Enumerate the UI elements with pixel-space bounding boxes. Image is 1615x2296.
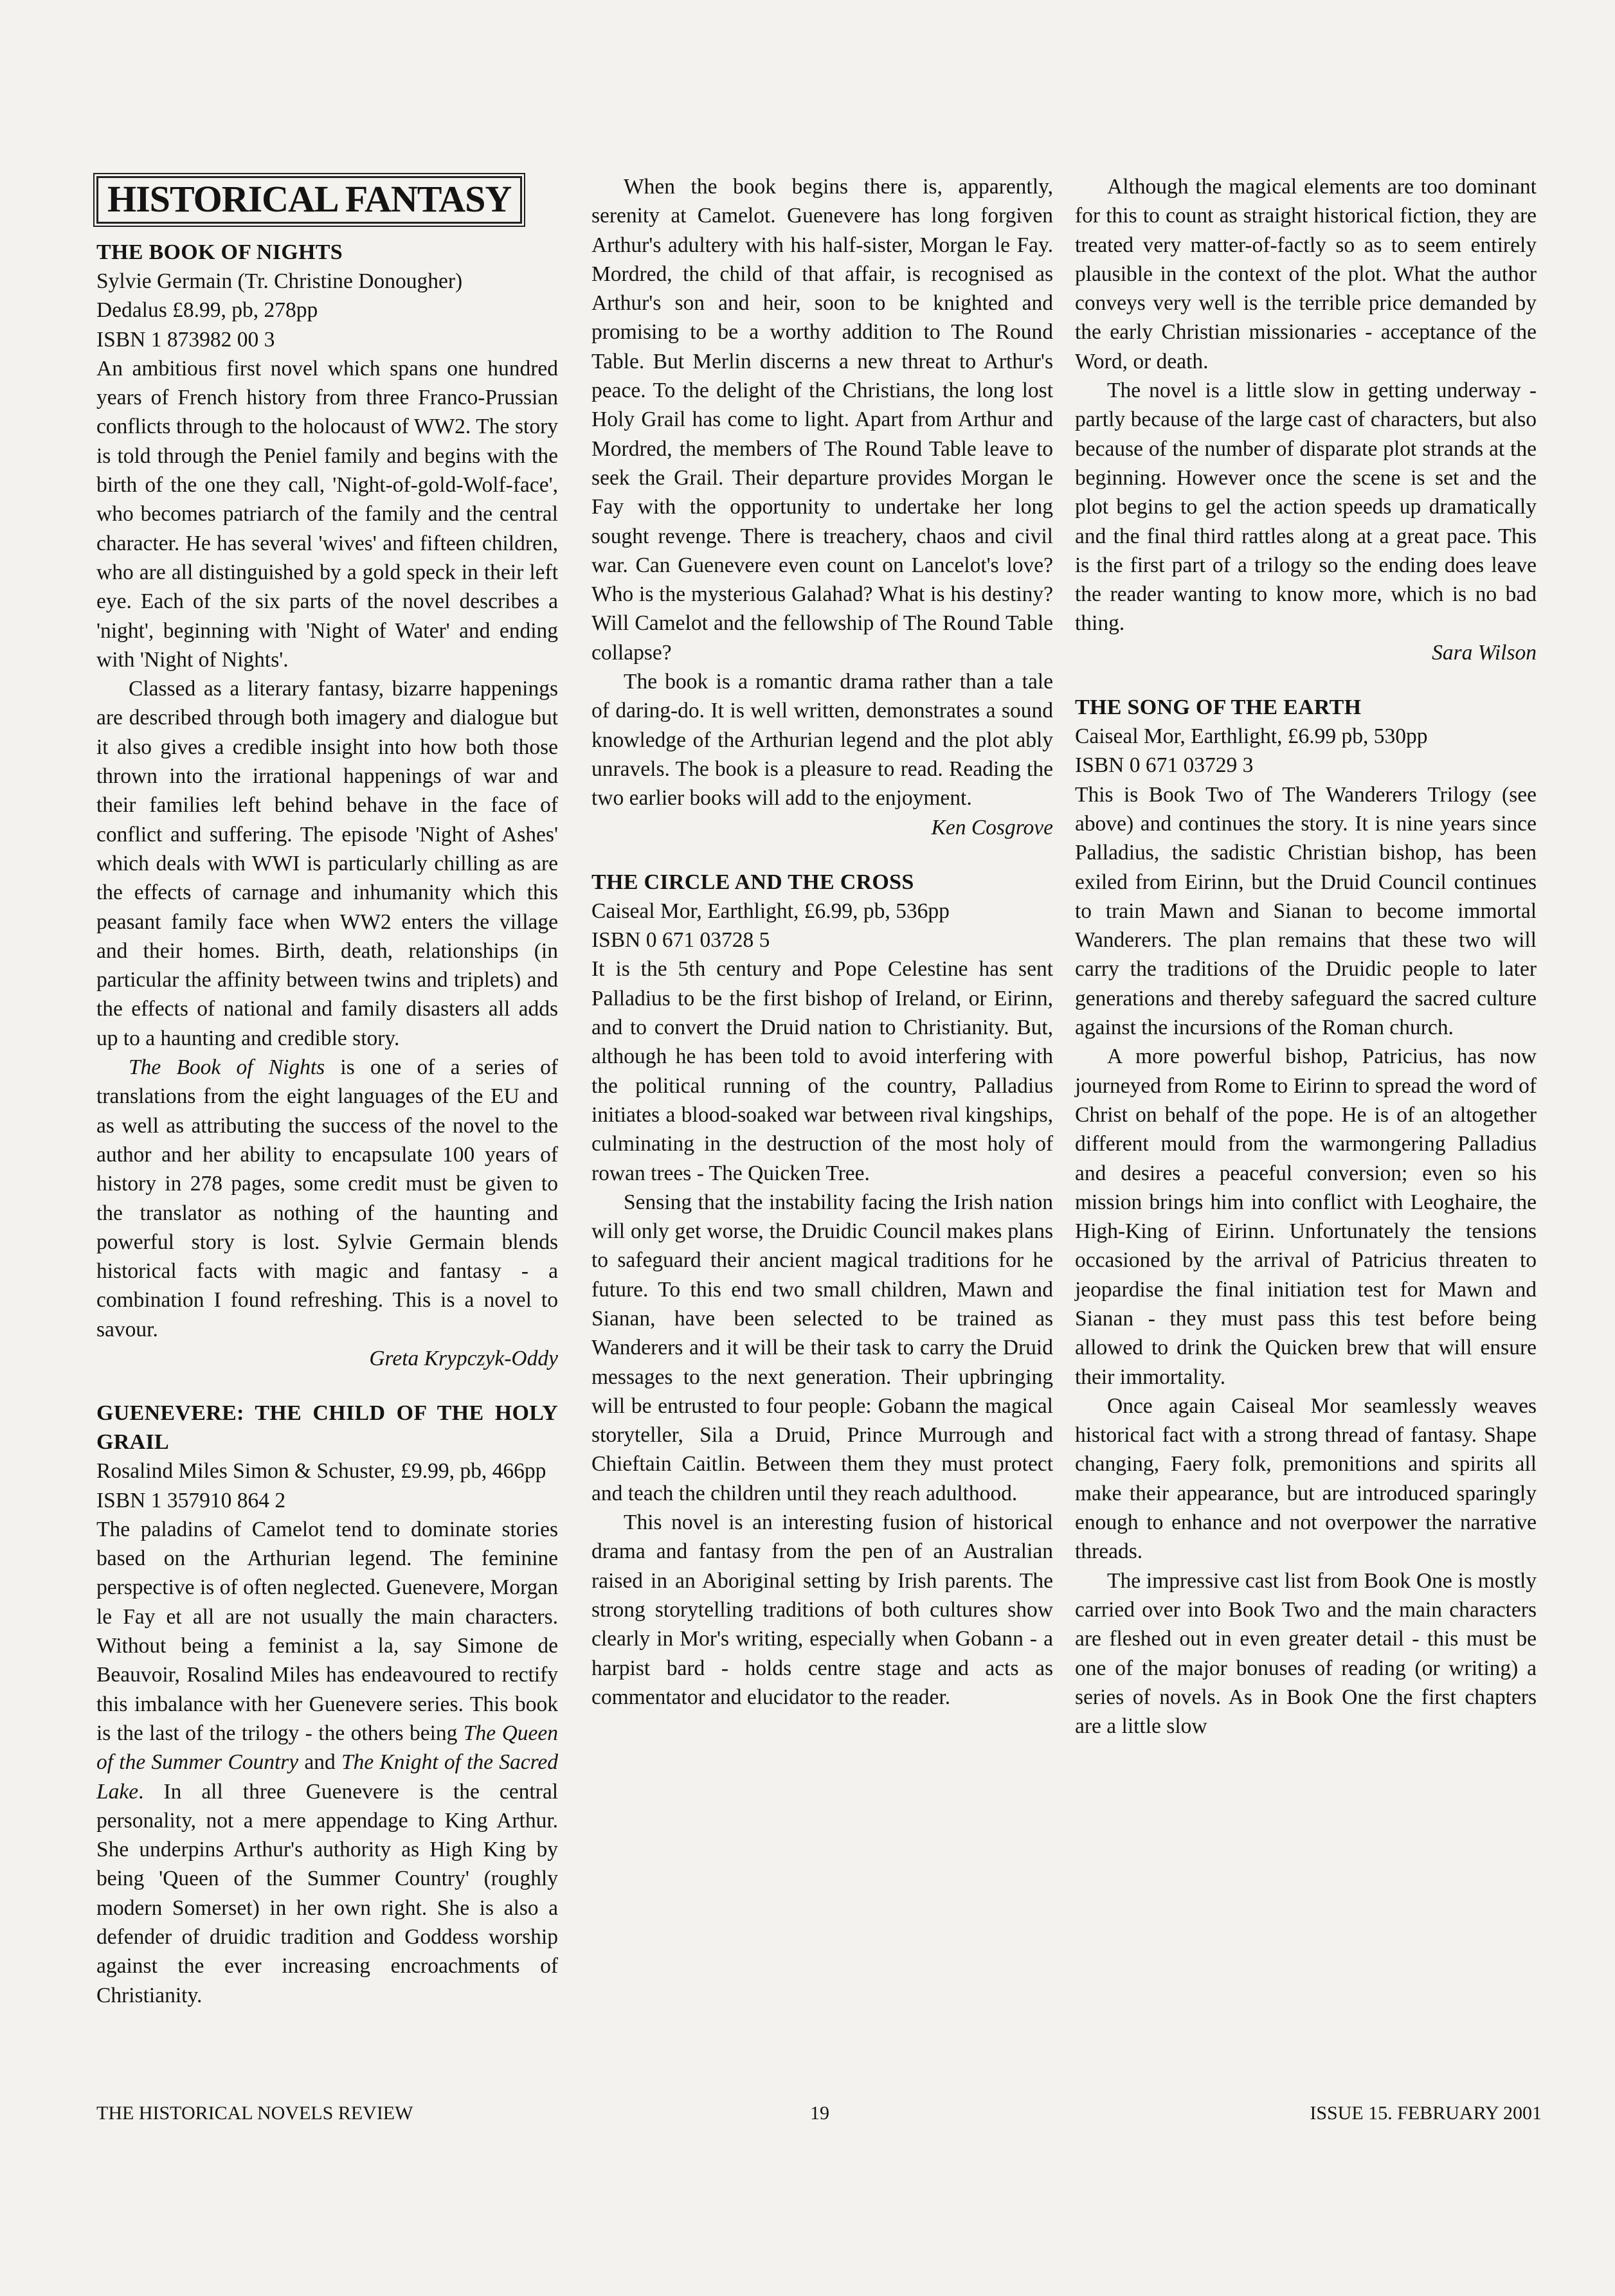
review-title: THE SONG OF THE EARTH [1075, 695, 1362, 720]
review-meta: Rosalind Miles Simon & Schuster, £9.99, pb, 466pp ISBN 1 357910 864 2 [96, 1459, 546, 1512]
review-paragraph-text: The paladins of Camelot tend to dominate stories based on the Arthurian legend. The feminine perspective is of often neglected. Guenevere, Morgan le Fay et all are not usually the main characters. Without being a feminist a la, say Simone de Beauvoir, Rosalind Miles has endeavoured to rectify this imbalance with her Guenevere series. This book is the last of the trilogy - the others being [96, 1517, 558, 1745]
review-paragraph-text: and [298, 1750, 341, 1775]
review-book-of-nights [96, 238, 558, 1373]
reviewer-name: Sara Wilson [1432, 640, 1537, 665]
footer-page-number: 19 [810, 2103, 829, 2124]
review-song-of-earth [1075, 693, 1537, 1741]
review-meta: Caiseal Mor, Earthlight, £6.99 pb, 530pp [1075, 724, 1428, 749]
review-paragraph-text: is one of a series of translations from the eight languages of the EU and as well as attributing the success of the novel to the author and her ability to encapsulate 100 years of history in 278 pages, some credit must be given to the translator as nothing of the haunting and powerful story is lost. Sylvie Germain blends historical facts with magic and fantasy - a combination I found refreshing. This is a novel to savour. [96, 1055, 558, 1341]
review-paragraph: The impressive cast list from Book One is mostly carried over into Book Two and the main characters are fleshed out in even greater detail - this must be one of the major bonuses of reading (or writing) a series of novels. As in Book One the first chapters are a little slow [1075, 1568, 1537, 1739]
review-paragraph: Although the magical elements are too dominant for this to count as straight historical fiction, they are treated very matter-of-factly so as to seem entirely plausible in the context of the plot. What the author conveys very well is the terrible price demanded by the early Christian missionaries - acceptance of the Word, or death. [1075, 175, 1537, 373]
column-2 [591, 172, 1053, 1737]
review-paragraph: An ambitious first novel which spans one hundred years of French history from three Franco-Prussian conflicts through to the holocaust of WW2. The story is told through the Peniel family and begins with the birth of the one they call, 'Night-of-gold-Wolf-face', who becomes patriarch of the family and the central character. He has several 'wives' and fifteen children, who are all distinguished by a gold speck in their left eye. Each of the six parts of the novel describes a 'night', beginning with 'Night of Water' and ending with 'Night of Nights'. [96, 356, 558, 672]
review-paragraph [96, 1053, 558, 1344]
book-title-italic: The Queen of the Summer Country [96, 1721, 558, 1775]
review-meta: ISBN 0 671 03729 3 [1075, 753, 1254, 778]
review-paragraph-text: . In all three Guenevere is the central personality, not a mere appendage to King Arthur. She underpins Arthur's authority as High King by being 'Queen of the Summer Country' (roughly modern Somerset) in her own right. She is also a defender of druidic tradition and Goddess worship against the ever increasing encroachments of Christianity. [96, 1779, 558, 2007]
review-paragraph [96, 1515, 558, 2010]
footer-journal-title: THE HISTORICAL NOVELS REVIEW [96, 2103, 413, 2124]
review-meta: ISBN 0 671 03728 5 [591, 928, 770, 953]
review-paragraph: A more powerful bishop, Patricius, has now journeyed from Rome to Eirinn to spread the word of Christ on behalf of the pope. He is of an altogether different mould from the warmongering Palladius and desires a peaceful conversion; even so his mission brings him into conflict with Leoghaire, the High-King of Eirinn. Unfortunately the tensions occasioned by the arrival of Patricius threaten to jeopardise the final initiation test for Mawn and Sianan - they must pass this test before being allowed to drink the Quicken brew that will ensure their immortality. [1075, 1045, 1537, 1389]
page-footer [96, 2102, 1542, 2128]
review-meta: Caiseal Mor, Earthlight, £6.99, pb, 536pp [591, 899, 950, 923]
book-title-italic: The Knight of the Sacred Lake [96, 1750, 558, 1804]
review-paragraph: Classed as a literary fantasy, bizarre happenings are described through both imagery and dialogue but it also gives a credible insight into how both those thrown into the irrational happenings of war and their families left behind behave in the face of conflict and suffering. The episode 'Night of Ashes' which deals with WWI is particularly chilling as are the effects of carnage and inhumanity which this peasant family face when WW2 enters the village and their homes. Birth, death, relationships (in particular the affinity between twins and triplets) and the effects of national and family disasters all adds up to a haunting and credible story. [96, 677, 558, 1050]
reviewer-name: Ken Cosgrove [931, 815, 1053, 839]
review-meta: ISBN 1 873982 00 3 [96, 327, 275, 352]
review-title: THE CIRCLE AND THE CROSS [591, 870, 914, 894]
column-3 [1075, 172, 1537, 1766]
section-title: HISTORICAL FANTASY [96, 176, 522, 224]
review-paragraph: The book is a romantic drama rather than a tale of daring-do. It is well written, demonstrates a sound knowledge of the Arthurian legend and the plot ably unravels. The book is a pleasure to read. Reading the two earlier books will add to the enjoyment. [591, 670, 1053, 811]
review-paragraph: This novel is an interesting fusion of historical drama and fantasy from the pen of an Australian raised in an Aboriginal setting by Irish parents. The strong storytelling traditions of both cultures show clearly in Mor's writing, especially when Gobann - a harpist bard - holds centre stage and acts as commentator and elucidator to the reader. [591, 1511, 1053, 1709]
review-paragraph: When the book begins there is, apparently, serenity at Camelot. Guenevere has long forgiven Arthur's adultery with his half-sister, Morgan le Fay. Mordred, the child of that affair, is recognised as Arthur's son and heir, soon to be knighted and promising to be a worthy addition to The Round Table. But Merlin discerns a new threat to Arthur's peace. To the delight of the Christians, the long lost Holy Grail has come to light. Apart from Arthur and Mordred, the members of The Round Table leave to seek the Grail. Their departure provides Morgan le Fay with the opportunity to undertake her long sought revenge. There is treachery, chaos and civil war. Can Guenevere even count on Lancelot's love? Who is the mysterious Galahad? What is his destiny? Will Camelot and the fellowship of The Round Table collapse? [591, 175, 1053, 665]
review-paragraph: This is Book Two of The Wanderers Trilogy (see above) and continues the story. It is nine years since Palladius, the sadistic Christian bishop, has been exiled from Eirinn, but the Druid Council continues to train Mawn and Sianan to become immortal Wanderers. The plan remains that these two will carry the traditions of the Druidic people to later generations and thereby safeguard the sacred culture against the incursions of the Roman church. [1075, 782, 1537, 1040]
review-circle-and-cross-cont [1075, 172, 1537, 667]
review-paragraph: The novel is a little slow in getting underway - partly because of the large cast of characters, but also because of the number of disparate plot strands at the beginning. However once the scene is set and the plot begins to gel the action speeds up dramatically and the final third rattles along at a great pace. This is the first part of a trilogy so the ending does leave the reader wanting to know more, which is no bad thing. [1075, 379, 1537, 636]
review-meta: Sylvie Germain (Tr. Christine Donougher) [96, 269, 463, 293]
review-paragraph: Sensing that the instability facing the Irish nation will only get worse, the Druidic Council makes plans to safeguard their ancient magical traditions for he future. To this end two small children, Mawn and Sianan, have been selected to be trained as Wanderers and it will be their task to carry the Druid messages to the next generation. Their upbringing will be entrusted to four people: Gobann the magical storyteller, Sila a Druid, Prince Murrough and Chieftain Caitlin. Between them they must protect and teach the children until they reach adulthood. [591, 1190, 1053, 1505]
review-paragraph: It is the 5th century and Pope Celestine has sent Palladius to be the first bishop of Ireland, or Eirinn, and to convert the Druid nation to Christianity. But, although he has been told to avoid interfering with the political running of the country, Palladius initiates a blood-soaked war between rival kingships, culminating in the destruction of the most holy of rowan trees - The Quicken Tree. [591, 957, 1053, 1185]
review-meta: Dedalus £8.99, pb, 278pp [96, 298, 318, 323]
column-1 [96, 172, 558, 2036]
book-title-italic: The Book of Nights [129, 1055, 325, 1080]
review-title: GUENEVERE: THE CHILD OF THE HOLY GRAIL [96, 1401, 558, 1455]
review-circle-and-cross [591, 868, 1053, 1712]
footer-issue: ISSUE 15. FEBRUARY 2001 [1310, 2103, 1542, 2124]
review-title: THE BOOK OF NIGHTS [96, 240, 343, 264]
review-guenevere-cont [591, 172, 1053, 842]
review-paragraph: Once again Caiseal Mor seamlessly weaves historical fact with a strong thread of fantasy. Shape changing, Faery folk, premonitions and spirits all make their appearance, but are introduced sparingly enough to enhance and not overpower the narrative threads. [1075, 1394, 1537, 1564]
reviewer-name: Greta Krypczyk-Oddy [369, 1346, 558, 1370]
review-guenevere [96, 1399, 558, 2010]
